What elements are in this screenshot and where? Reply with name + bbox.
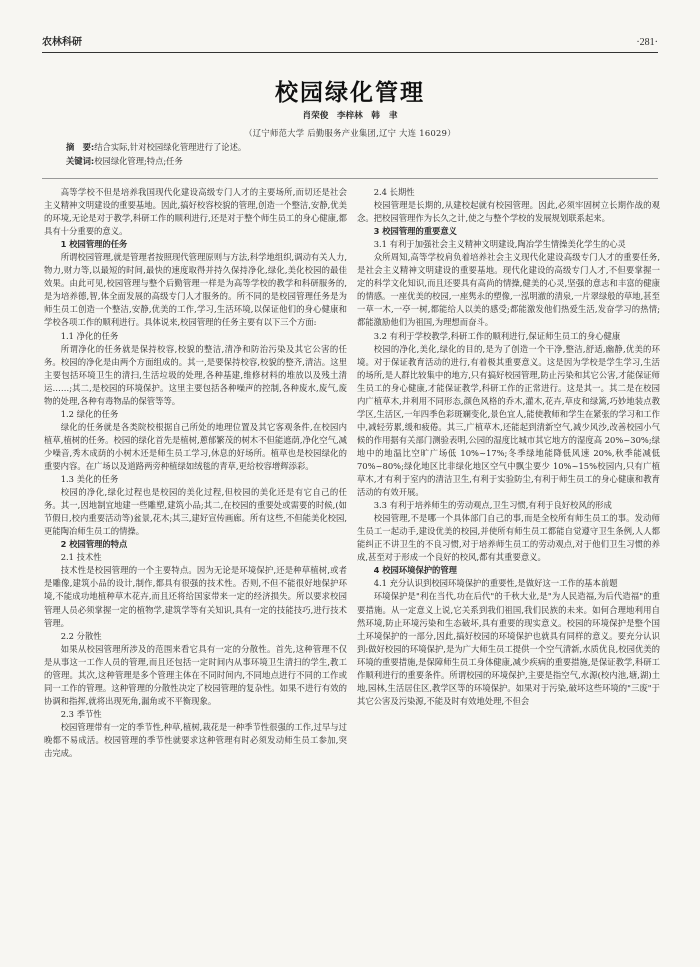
section-heading: 4 校园环境保护的管理 <box>373 565 457 576</box>
subsection-heading: 1.2 绿化的任务 <box>60 408 119 419</box>
subsection-heading: 2.2 分散性 <box>60 630 102 641</box>
body-paragraph: 环境保护是"利在当代,功在后代"的千秋大业,是"为人民造福,为后代造福"的重要措施。从一定意义上说,它关系到我们祖国,我们民族的未来。如何合理地利用自然环境,防止环境污染和生态破坏,具有重要的现实意义。校园的环境保护是整个国土环境保护的一部分,因此,搞好校园的环境保护也就具有同样的意义。要充分认识到:做好校园的环境保护,是为广大师生员工提供一个空气清新,水质优良,校园优美的环境的重要措施,是保障师生员工身体健康,减少疾病的重要措施,是保证教学,科研工作顺利进行的重要条件。所谓校园的环境保护,主要是指空气,水源(校内池,塘,湖)土地,园林,生活居住区,教学区等的环境保护。如果对于污染,破坏这些环境的"三废"于其它公害及污染源,不能及时有效地处理,不但会 <box>357 591 660 706</box>
abstract-text: 结合实际,针对校园绿化管理进行了论述。 <box>94 142 247 152</box>
body-paragraph: 高等学校不但是培养我国现代化建设高级专门人才的主要场所,而切还是社会主义精神文明建设的重要基地。因此,搞好校容校貌的管理,创造一个整洁,安静,优美的环境,无论是对于教学,科研工作的顺利进行,还是对于整个师生员工的身心健康,都具有十分重要的意义。 <box>44 187 347 237</box>
subsection-heading: 2.1 技术性 <box>60 552 102 563</box>
abstract-label: 摘 要: <box>66 142 95 152</box>
header-divider <box>42 178 658 179</box>
subsection-heading: 2.3 季节性 <box>60 708 102 719</box>
body-paragraph: 校园的净化,美化,绿化的目的,是为了创造一个干净,整洁,舒适,幽静,优美的环境。对于保证教育活动的进行,有着极其重要意义。这是因为学校是学生学习,生活的场所,是人群比较集中的地方,只有搞好校园管理,防止污染和其它公害,才能保证师生员工的身心健康,才能保证教学,科研工作的正常进行。这是其一。其二是在校园内广植草木,并利用不同形态,颜色风格的乔木,灌木,花卉,草皮和绿篱,巧妙地装点教学区,生活区,一年四季色彩斑斓变化,景色宜人,能使教师和学生在紧张的学习和工作中,减轻劳累,缓和疲倦。其三,广植草木,还能起到清新空气,减少风沙,改善校园小气候的作用据有关部门测验表明,公园的湿度比城市其它地方的湿度高 20%~30%;绿地中的地温比空旷广场低 10%~17%;冬季绿地能降低风速 20%,秋季能减低 70%~80%;绿化地区比非绿化地区空气中飘尘要少 10%~15%校园内,只有广植草木,才有利于室内的清洁卫生,有利于实验防尘,有利于师生员工的身心健康和教育活动的有效开展。 <box>357 343 660 498</box>
keywords-label: 关键词: <box>66 156 95 166</box>
body-paragraph: 如果从校园管理所涉及的范围来看它具有一定的分散性。首先,这种管理不仅是从事这一工作人员的管理,而且还包括一定时间内从事环境卫生清扫的学生,教工的管理。其次,这种管理是多个管理主体在不同时间内,不同地点进行不同的工作或同一工作的管理。这种管理的分散性决定了校园管理的复杂性。如果不进行有效的协调和指挥,就将出现死角,漏角或不平衡现象。 <box>44 643 347 706</box>
author-list: 肖荣俊 李梓林 韩 聿 <box>302 111 398 121</box>
subsection-heading: 1.1 净化的任务 <box>60 330 119 341</box>
body-paragraph: 校园管理是长期的,从建校起就有校园管理。因此,必须牢固树立长期作战的观念。把校园管理作为长久之计,使之与整个学校的发展规划联系起来。 <box>357 200 660 224</box>
running-header <box>42 36 658 53</box>
article-title: 校园绿化管理 <box>275 80 425 106</box>
subsection-heading: 3.2 有利于学校教学,科研工作的顺利进行,保证师生员工的身心健康 <box>373 330 621 341</box>
body-paragraph: 校园管理,不是哪一个具体部门自己的事,而是全校所有师生员工的事。发动师生员工一起动手,建设优美的校园,并使所有师生员工都能自觉遵守卫生条例,人人都能纠正不讲卫生的不良习惯,对于培养师生员工的劳动观点,对于他们卫生习惯的养成,甚至对于形成一个良好的校风,都有其重要意义。 <box>357 513 660 563</box>
right-column <box>357 186 660 947</box>
subsection-heading: 3.1 有利于加强社会主义精神文明建设,陶冶学生情操美化学生的心灵 <box>373 239 626 250</box>
abstract <box>66 141 634 154</box>
body-paragraph: 技术性是校园管理的一个主要特点。因为无论是环境保护,还是种草植树,或者是雕像,建筑小品的设计,制作,都具有很强的技术性。否则,不但不能很好地保护环境,不能成功地植种草木花卉,而且还将给国家带来一定的经济损失。所以要求校园管理人员必须掌握一定的植物学,建筑学等有关知识,具有一定的技能技巧,进行技术管理。 <box>44 565 347 628</box>
body-paragraph: 所谓校园管理,就是管理者按照现代管理原则与方法,科学地组织,调动有关人力,物力,财力等,以最短的时间,最快的速度取得并持久保持净化,绿化,美化校园的最佳效果。由此可见,校园管理与整个后勤管理一样是为高等学校的教学和科研服务的,是为培养德,智,体全面发展的高级专门人才服务的。所不同的是校园管理任务是为师生员工创造一个整洁,安静,优美的工作,学习,生活环境,以保证他们的身心健康和学校各项工作的顺利进行。具体说来,校园管理的任务主要有以下三个方面: <box>44 252 347 328</box>
body-paragraph: 众所周知,高等学校肩负着培养社会主义现代化建设高级专门人才的重要任务,是社会主义精神文明建设的重要基地。现代化建设的高级专门人才,不但要掌握一定的科学文化知识,而且还要具有高尚的情操,健美的心灵,坚强的意志和丰富的健康的情感。一座优美的校园,一座隽永的塑像,一泓明澈的清泉,一片翠绿般的草地,甚至一草一木,一亭一树,都能给人以美的感受;都能激发他们热爱生活,发奋学习的热情;都能激励他们为祖国,为理想而奋斗。 <box>357 252 660 328</box>
journal-name: 农林科研 <box>42 37 82 48</box>
subsection-heading: 1.3 美化的任务 <box>60 474 119 485</box>
keywords <box>66 155 634 168</box>
section-heading: 3 校园管理的重要意义 <box>373 226 457 237</box>
section-heading: 1 校园管理的任务 <box>60 239 128 250</box>
keywords-text: 校园绿化管理;特点;任务 <box>94 156 183 166</box>
subsection-heading: 2.4 长期性 <box>373 187 415 197</box>
body-paragraph: 校园的净化,绿化过程也是校园的美化过程,但校园的美化还是有它自己的任务。其一,因地制宜地建一些雕塑,建筑小品;其二,在校园的重要处或需要的时候,(如节假日,校内重要活动等)盆景,花木;其三,建好宣传画廊。所有这些,不但能美化校园,更能陶冶师生员工的情操。 <box>44 487 347 537</box>
subsection-heading: 4.1 充分认识到校园环境保护的重要性,是做好这一工作的基本前题 <box>373 578 618 589</box>
body-paragraph: 校园管理带有一定的季节性,种草,植树,栽花是一种季节性很强的工作,过早与过晚都不易成活。校园管理的季节性就要求这种管理有时必须发动师生员工参加,突击完成。 <box>44 721 347 759</box>
page-number: ·281· <box>636 37 658 48</box>
section-heading: 2 校园管理的特点 <box>60 539 128 550</box>
body-paragraph: 绿化的任务就是各类院校根据自己所处的地理位置及其它客观条件,在校园内植草,植树的任务。校园的绿化首先是植树,蔥郁繁茂的树木不但能遮荫,净化空气,减少噪音,秀木成荫的小树木还是师生员工学习,休息的好场所。植草也是校园绿化的重要内容。在广场以及道路两旁种植绿如绒毯的青草,更给校容增辉添彩。 <box>44 421 347 471</box>
affiliation: （辽宁师范大学 后勤服务产业集团,辽宁 大连 16029） <box>244 128 456 138</box>
subsection-heading: 3.3 有利于培养师生的劳动观点,卫生习惯,有利于良好校风的形成 <box>373 500 612 511</box>
left-column <box>44 186 347 947</box>
body-paragraph: 所谓净化的任务就是保持校容,校貌的整洁,清净和防治污染及其它公害的任务。校园的净化是由两个方面组成的。其一,是要保持校容,校貌的整齐,清洁。这里主要包括环境卫生的清扫,生活垃圾的处理,各种基建,维修材料的堆放以及残土清运……;其二,是校园的环境保护。这里主要包括各种噪声的控制,各种废水,废气,废物的处理,各种有毒物品的保管等等。 <box>44 343 347 406</box>
